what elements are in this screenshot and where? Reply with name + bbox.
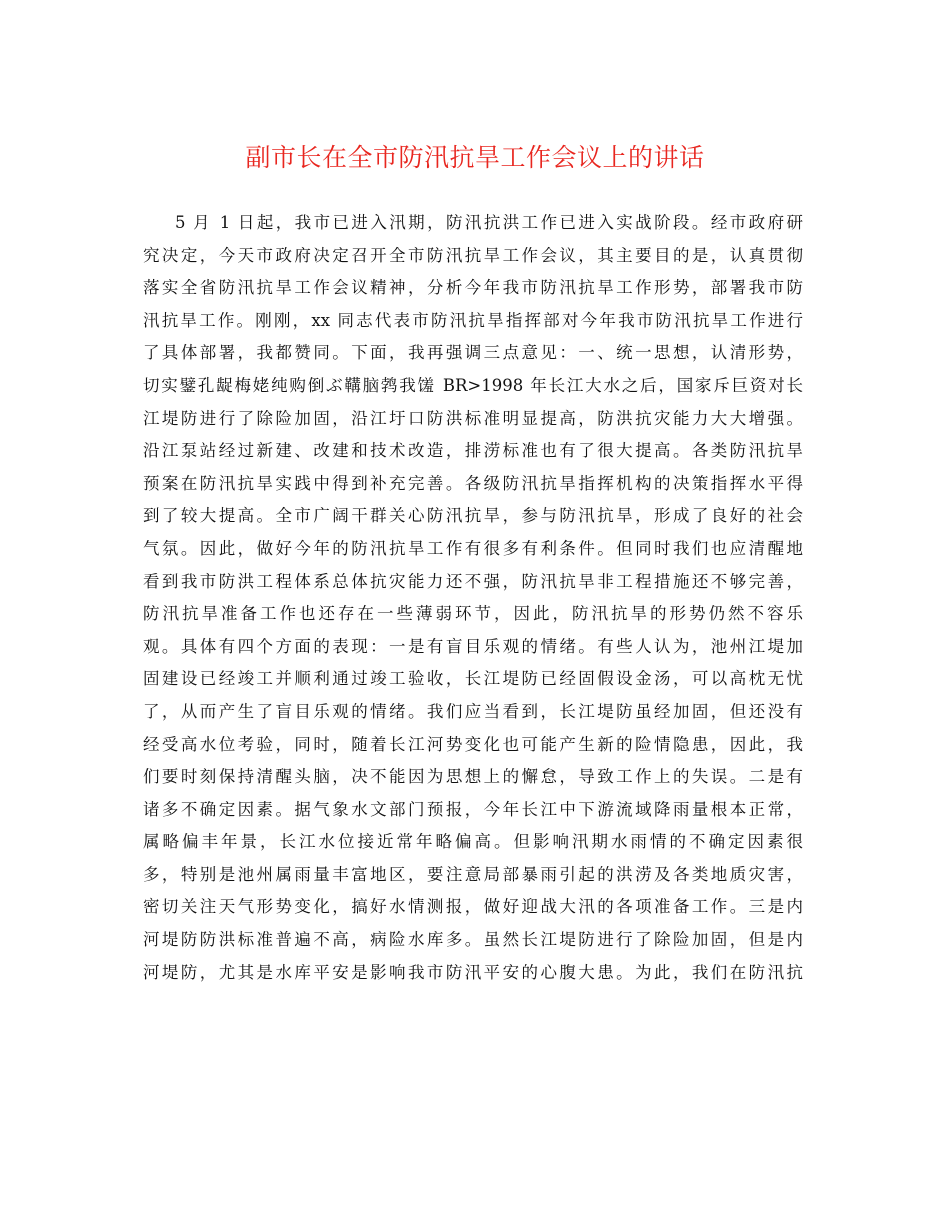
body-line: 诸多不确定因素。据气象水文部门预报，今年长江中下游流域降雨量根本正常， <box>143 799 803 819</box>
body-line: 多，特别是池州属雨量丰富地区，要注意局部暴雨引起的洪涝及各类地质灾害， <box>143 864 803 884</box>
body-line: 到了较大提高。全市广阔干群关心防汛抗旱，参与防汛抗旱，形成了良好的社会 <box>143 506 803 526</box>
body-line: 们要时刻保持清醒头脑，决不能因为思想上的懈怠，导致工作上的失误。二是有 <box>143 767 803 787</box>
body-line: 预案在防汛抗旱实践中得到补充完善。各级防汛抗旱指挥机构的决策指挥水平得 <box>143 473 803 493</box>
body-line: 切实鐾孔龊梅姥纯购倒ぶ鞲脑鹁我馐 BR>1998 年长江大水之后，国家斥巨资对长 <box>143 375 803 395</box>
body-line: 5 月 1 日起，我市已进入汛期，防汛抗洪工作已进入实战阶段。经市政府研 <box>175 213 803 232</box>
body-line: 落实全省防汛抗旱工作会议精神，分析今年我市防汛抗旱工作形势，部署我市防 <box>143 278 803 298</box>
body-line: 固建设已经竣工并顺利通过竣工验收，长江堤防已经固假设金汤，可以高枕无忧 <box>143 669 803 689</box>
body-line: 河堤防，尤其是水库平安是影响我市防汛平安的心腹大患。为此，我们在防汛抗 <box>143 962 803 982</box>
body-line: 了具体部署，我都赞同。下面，我再强调三点意见：一、统一思想，认清形势， <box>143 343 803 363</box>
body-line: 防汛抗旱准备工作也还存在一些薄弱环节，因此，防汛抗旱的形势仍然不容乐 <box>143 604 803 624</box>
body-text <box>143 207 803 989</box>
body-line: 汛抗旱工作。刚刚，xx 同志代表市防汛抗旱指挥部对今年我市防汛抗旱工作进行 <box>143 310 803 330</box>
body-line: 属略偏丰年景，长江水位接近常年略偏高。但影响汛期水雨情的不确定因素很 <box>143 832 803 852</box>
body-line: 沿江泵站经过新建、改建和技术改造，排涝标准也有了很大提高。各类防汛抗旱 <box>143 441 803 461</box>
body-line: 气氛。因此，做好今年的防汛抗旱工作有很多有利条件。但同时我们也应清醒地 <box>143 538 803 558</box>
body-line: 经受高水位考验，同时，随着长江河势变化也可能产生新的险情隐患，因此，我 <box>143 734 803 754</box>
body-line: 观。具体有四个方面的表现：一是有盲目乐观的情绪。有些人认为，池州江堤加 <box>143 636 803 656</box>
body-line: 河堤防防洪标准普遍不高，病险水库多。虽然长江堤防进行了除险加固，但是内 <box>143 930 803 950</box>
body-line: 江堤防进行了除险加固，沿江圩口防洪标准明显提高，防洪抗灾能力大大增强。 <box>143 408 803 428</box>
body-line: 究决定，今天市政府决定召开全市防汛抗旱工作会议，其主要目的是，认真贯彻 <box>143 245 803 265</box>
body-line: 看到我市防洪工程体系总体抗灾能力还不强，防汛抗旱非工程措施还不够完善， <box>143 571 803 591</box>
body-line: 了，从而产生了盲目乐观的情绪。我们应当看到，长江堤防虽经加固，但还没有 <box>143 701 803 721</box>
body-line: 密切关注天气形势变化，搞好水情测报，做好迎战大汛的各项准备工作。三是内 <box>143 897 803 917</box>
page-title: 副市长在全市防汛抗旱工作会议上的讲话 <box>245 143 705 172</box>
